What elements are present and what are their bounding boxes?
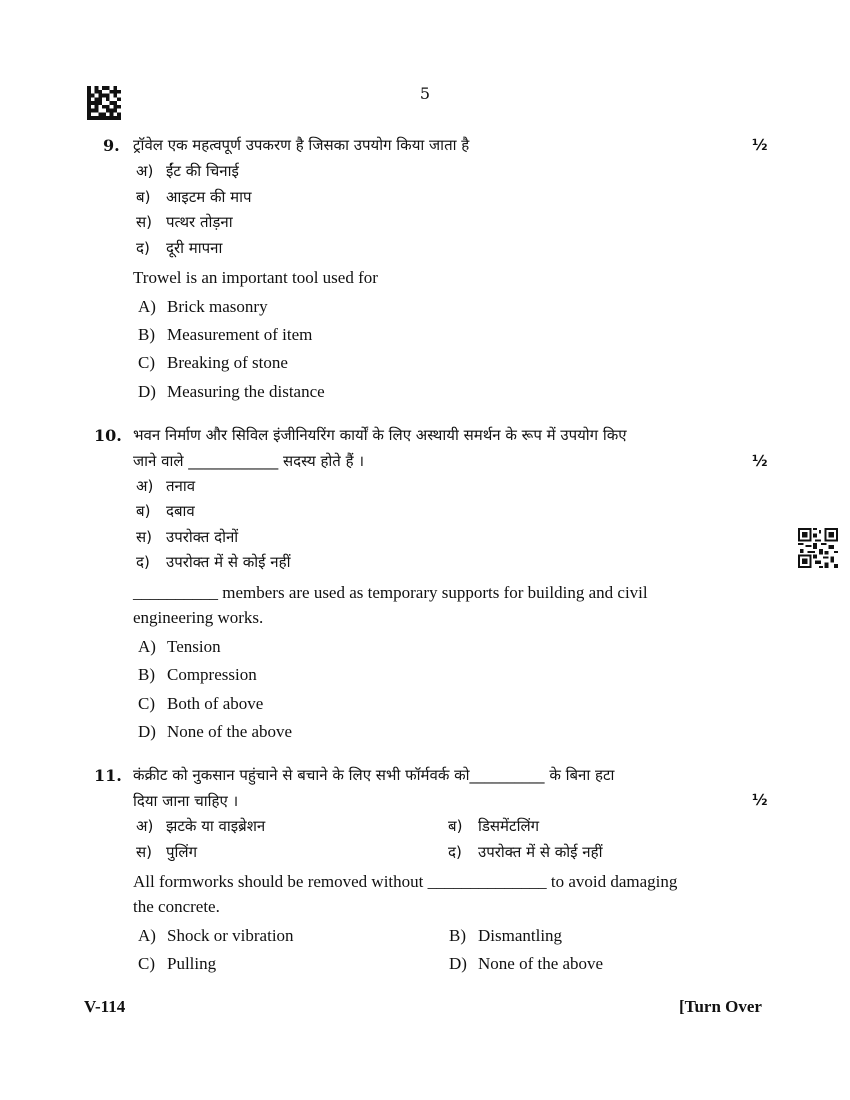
- option-label: C): [138, 694, 155, 713]
- option-label: अ): [136, 817, 154, 835]
- paper-code: V-114: [84, 997, 126, 1016]
- hindi-option: [136, 212, 233, 232]
- option-label: C): [138, 954, 155, 973]
- option-label: द): [448, 843, 462, 861]
- option-label: C): [138, 353, 155, 372]
- question-text-hindi: भवन निर्माण और सिविल इंजीनियरिंग कार्यों के लिए अस्थायी समर्थन के रूप में उपयोग किए: [133, 426, 627, 444]
- option-text: दबाव: [166, 502, 195, 520]
- question-marks: ½: [752, 136, 768, 154]
- english-option: [138, 694, 263, 714]
- option-label: A): [138, 637, 156, 656]
- option-label: स): [136, 528, 152, 546]
- english-option: [449, 954, 603, 974]
- english-option: [138, 926, 294, 946]
- option-label: स): [136, 843, 152, 861]
- english-option: [138, 325, 312, 345]
- english-option: [138, 722, 292, 742]
- question-marks: ½: [752, 791, 768, 809]
- hindi-option: [136, 501, 195, 521]
- option-text: उपरोक्त में से कोई नहीं: [478, 843, 603, 861]
- option-text: पत्थर तोड़ना: [166, 213, 233, 231]
- option-label: अ): [136, 477, 154, 495]
- option-text: None of the above: [478, 954, 604, 973]
- option-text: डिसमेंटलिंग: [478, 817, 540, 835]
- english-option: [138, 353, 288, 373]
- question-number: 10.: [94, 426, 122, 445]
- hindi-option: [448, 816, 539, 836]
- option-label: D): [138, 722, 156, 741]
- question-number: 9.: [103, 136, 120, 155]
- question-text-english: __________ members are used as temporary supports for building and civil: [133, 583, 648, 602]
- hindi-option: [136, 476, 195, 496]
- option-label: ब): [136, 188, 151, 206]
- question-text-hindi: ट्रॉवेल एक महत्वपूर्ण उपकरण है जिसका उपयोग किया जाता है: [133, 136, 470, 154]
- english-option: [449, 926, 562, 946]
- question-text-hindi: दिया जाना चाहिए ।: [133, 792, 239, 810]
- option-text: Measuring the distance: [167, 382, 325, 401]
- option-text: उपरोक्त में से कोई नहीं: [166, 553, 291, 571]
- option-text: Shock or vibration: [167, 926, 294, 945]
- question-text-hindi: जाने वाले ____________ सदस्य होते हैं ।: [133, 452, 365, 470]
- option-text: Both of above: [167, 694, 264, 713]
- option-text: आइटम की माप: [166, 188, 252, 206]
- option-label: A): [138, 297, 156, 316]
- option-text: Brick masonry: [167, 297, 268, 316]
- hindi-option: [136, 816, 265, 836]
- option-text: दूरी मापना: [166, 239, 223, 257]
- english-option: [138, 637, 221, 657]
- option-label: स): [136, 213, 152, 231]
- option-label: B): [138, 665, 155, 684]
- english-option: [138, 954, 216, 974]
- option-text: पुलिंग: [166, 843, 198, 861]
- option-text: Compression: [167, 665, 257, 684]
- option-label: ब): [136, 502, 151, 520]
- option-text: Dismantling: [478, 926, 563, 945]
- question-text-english: All formworks should be removed without ______________ to avoid damaging: [133, 872, 678, 891]
- question-number: 11.: [94, 766, 122, 785]
- option-text: Measurement of item: [167, 325, 313, 344]
- hindi-option: [136, 842, 197, 862]
- option-text: ईंट की चिनाई: [166, 162, 239, 180]
- english-option: [138, 665, 257, 685]
- question-text-english: the concrete.: [133, 897, 220, 916]
- option-label: अ): [136, 162, 154, 180]
- hindi-option: [136, 527, 238, 547]
- option-text: None of the above: [167, 722, 293, 741]
- question-text-english: Trowel is an important tool used for: [133, 268, 378, 287]
- question-text-hindi: कंक्रीट को नुकसान पहुंचाने से बचाने के लिए सभी फॉर्मवर्क को__________ के बिना हटा: [133, 766, 615, 784]
- option-label: ब): [448, 817, 463, 835]
- turn-over-note: [Turn Over: [679, 997, 762, 1016]
- english-option: [138, 382, 325, 402]
- english-option: [138, 297, 268, 317]
- option-text: तनाव: [166, 477, 196, 495]
- hindi-option: [136, 187, 252, 207]
- option-label: B): [449, 926, 466, 945]
- question-marks: ½: [752, 452, 768, 470]
- option-text: उपरोक्त दोनों: [166, 528, 239, 546]
- hindi-option: [136, 161, 239, 181]
- option-label: द): [136, 553, 150, 571]
- qr-code-icon: [798, 528, 838, 568]
- hindi-option: [136, 552, 290, 572]
- hindi-option: [136, 238, 222, 258]
- option-text: Pulling: [167, 954, 217, 973]
- option-text: Tension: [167, 637, 221, 656]
- option-text: Breaking of stone: [167, 353, 288, 372]
- option-label: A): [138, 926, 156, 945]
- option-label: B): [138, 325, 155, 344]
- page-number: 5: [419, 84, 431, 103]
- option-label: द): [136, 239, 150, 257]
- option-label: D): [449, 954, 467, 973]
- question-text-english: engineering works.: [133, 608, 264, 627]
- option-text: झटके या वाइब्रेशन: [166, 817, 266, 835]
- option-label: D): [138, 382, 156, 401]
- hindi-option: [448, 842, 602, 862]
